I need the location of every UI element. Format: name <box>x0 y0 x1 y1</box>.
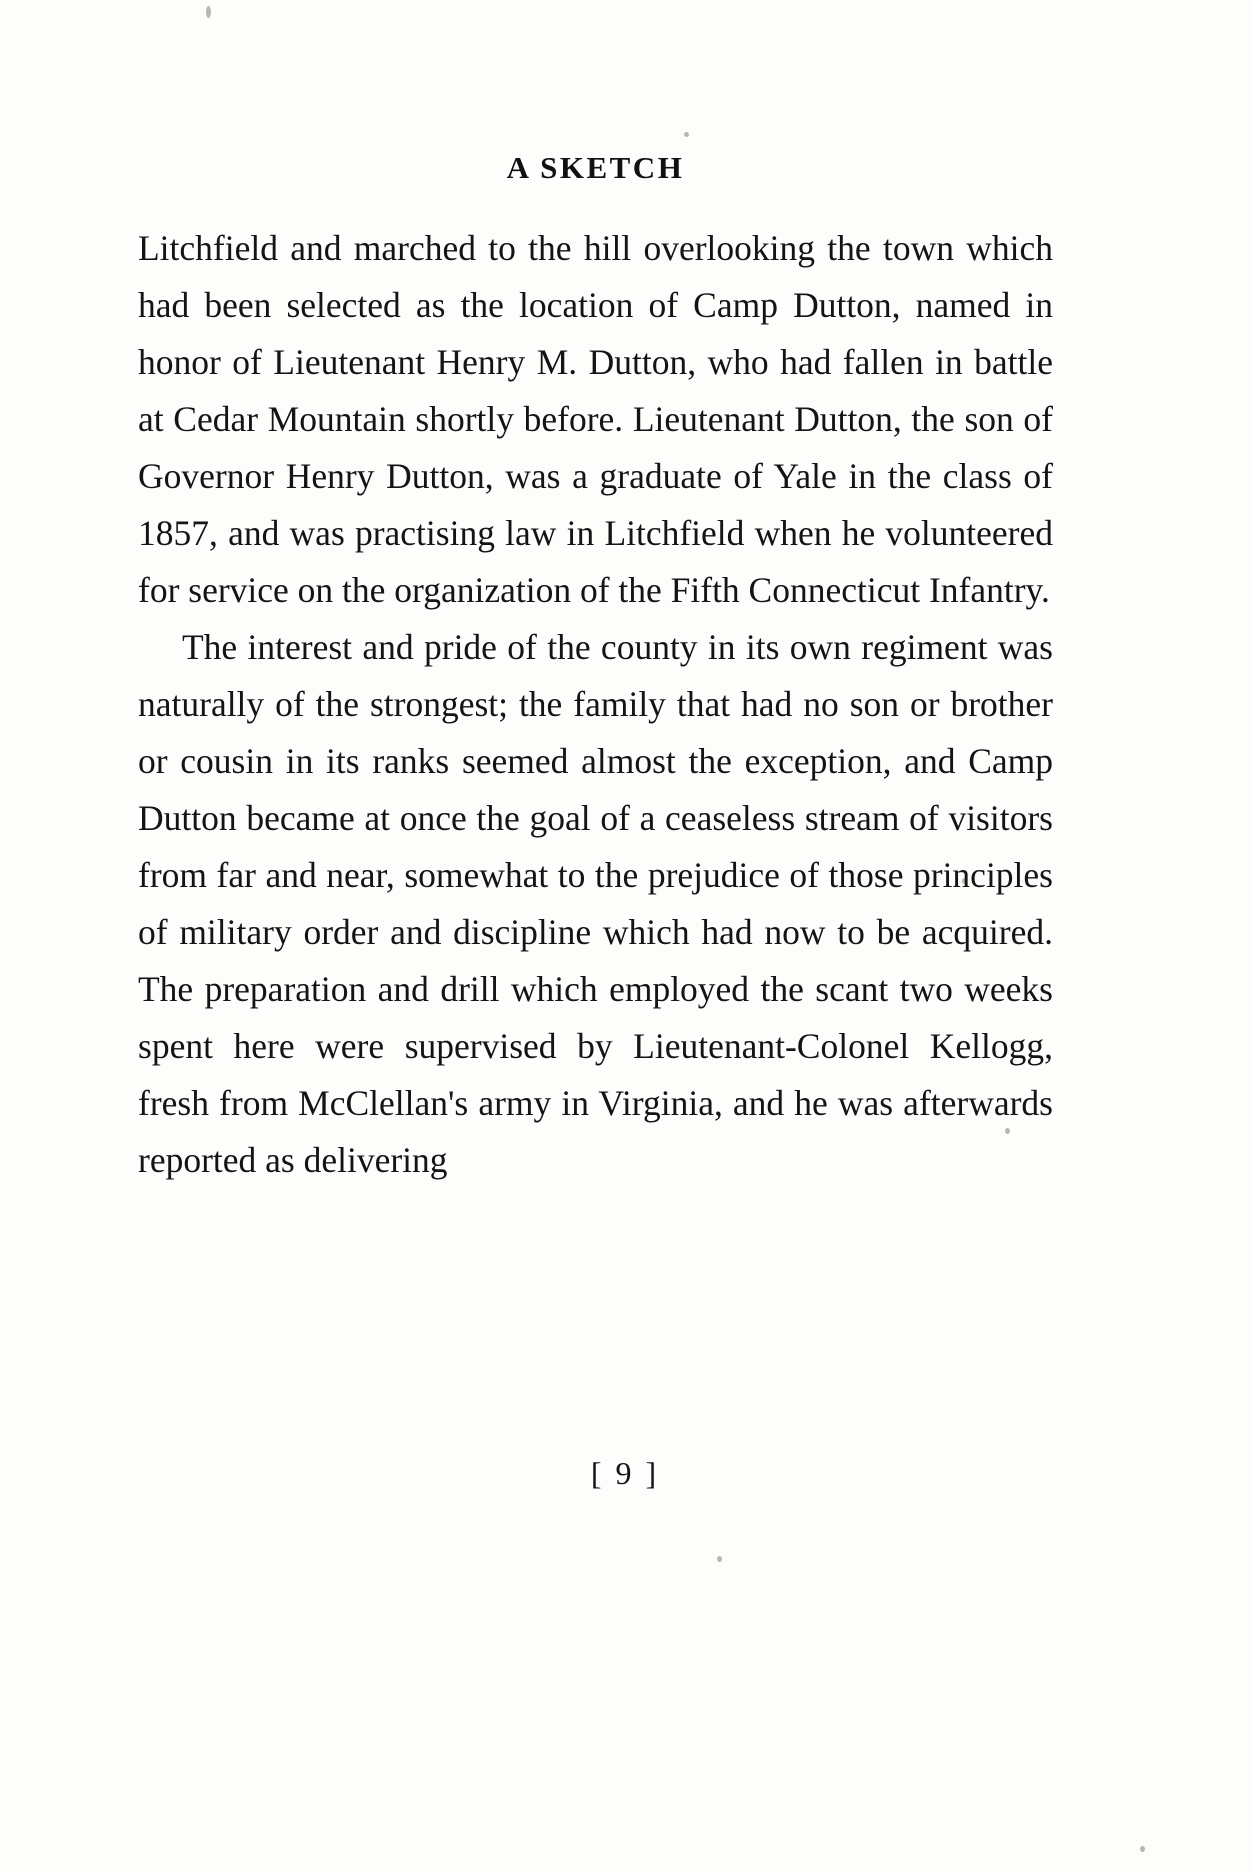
scan-speck <box>1140 1846 1145 1852</box>
scan-speck <box>206 6 211 18</box>
running-head: A SKETCH <box>506 150 685 185</box>
page-number: [ 9 ] <box>590 1455 660 1491</box>
body-text <box>138 220 1053 1189</box>
paragraph-1: Litchfield and marched to the hill overlooking the town which had been selected as the location of Camp Dutton, named in honor of Lieutenant Henry M. Dutton, who had fallen in battle at Cedar Mountain shortly before. Lieutenant Dutton, the son of Governor Henry Dutton, was a graduate of Yale in the class of 1857, and was practising law in Litchfield when he volunteered for service on the organization of the Fifth Connecticut Infantry. <box>138 228 1053 610</box>
page-content <box>138 150 1053 1189</box>
scan-speck <box>684 132 689 137</box>
scan-speck <box>717 1556 722 1562</box>
paragraph-2: The interest and pride of the county in its own regiment was naturally of the strongest; the family that had no son or brother or cousin in its ranks seemed almost the exception, and Camp Dutton became at once the goal of a ceaseless stream of visitors from far and near, somewhat to the prejudice of those principles of military order and discipline which had now to be acquired. The preparation and drill which employed the scant two weeks spent here were supervised by Lieutenant-Colonel Kellogg, fresh from McClellan's army in Virginia, and he was afterwards reported as delivering <box>138 627 1053 1180</box>
